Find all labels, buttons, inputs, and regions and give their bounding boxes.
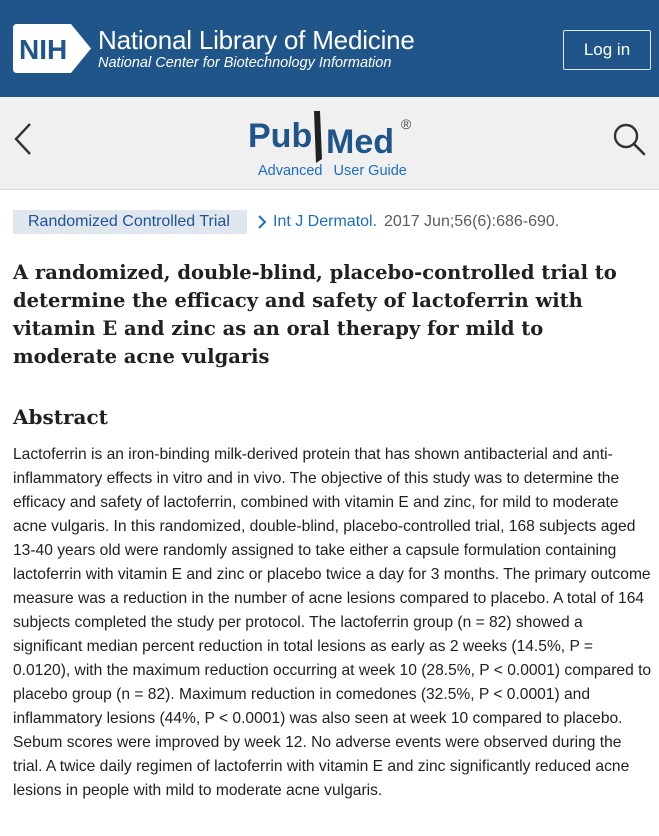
journal-link[interactable]: Int J Dermatol. [273, 213, 378, 230]
citation-line [13, 210, 653, 236]
user-guide-link[interactable]: User Guide [333, 163, 407, 179]
nih-subtitle: National Center for Biotechnology Information [98, 55, 392, 71]
chevron-left-icon[interactable] [12, 121, 34, 157]
article-title: A randomized, double-blind, placebo-controlled trial to determine the efficacy and safety of lactoferrin with vitamin E and zinc as an oral therapy for mild to moderate acne vulgaris [13, 261, 617, 368]
advanced-link[interactable]: Advanced [258, 163, 323, 179]
login-button[interactable]: Log in [563, 30, 651, 70]
abstract-text: Lactoferrin is an iron-binding milk-derived protein that has shown antibacterial and anti-inflammatory effects in vitro and in vivo. The objective of this study was to determine the efficacy and safety of lactoferrin, combined with vitamin E and zinc, for mild to moderate acne vulgaris. In this randomized, double-blind, placebo-controlled trial, 168 subjects aged 13-40 years old were randomly assigned to take either a capsule formulation containing lactoferrin with vitamin E and zinc or placebo twice a day for 3 months. The primary outcome measure was a reduction in the number of acne lesions compared to placebo. A total of 164 subjects completed the study per protocol. The lactoferrin group (n = 82) showed a significant median percent reduction in total lesions as early as 2 weeks (14.5%, P = 0.0120), with the maximum reduction occurring at week 10 (28.5%, P < 0.0001) compared to placebo group (n = 82). Maximum reduction in comedones (32.5%, P < 0.0001) and inflammatory lesions (44%, P < 0.0001) was also seen at week 10 compared to placebo. Sebum scores were improved by week 12. No adverse events were observed during the trial. A twice daily regimen of lactoferrin with vitamin E and zinc significantly reduced acne lesions in people with mild to moderate acne vulgaris. [13, 446, 652, 799]
pubmed-logo-pub: Pub [248, 117, 313, 155]
citation-date: 2017 Jun;56(6):686-690. [384, 213, 560, 230]
nih-logo-text: NIH [19, 34, 68, 65]
search-icon[interactable] [612, 122, 646, 156]
article-type-badge[interactable]: Randomized Controlled Trial [13, 210, 247, 234]
pubmed-logo-bookmark [314, 111, 322, 163]
pubmed-logo-med: Med [326, 123, 394, 161]
pubmed-logo-reg: ® [401, 116, 412, 132]
nih-logo[interactable] [13, 24, 91, 73]
pubmed-links [258, 163, 414, 179]
abstract-heading: Abstract [13, 405, 108, 429]
pubmed-bar [0, 97, 659, 190]
pubmed-logo[interactable] [248, 107, 418, 165]
nih-title: National Library of Medicine [98, 25, 415, 55]
nih-header [0, 0, 659, 97]
chevron-right-icon [257, 215, 267, 229]
